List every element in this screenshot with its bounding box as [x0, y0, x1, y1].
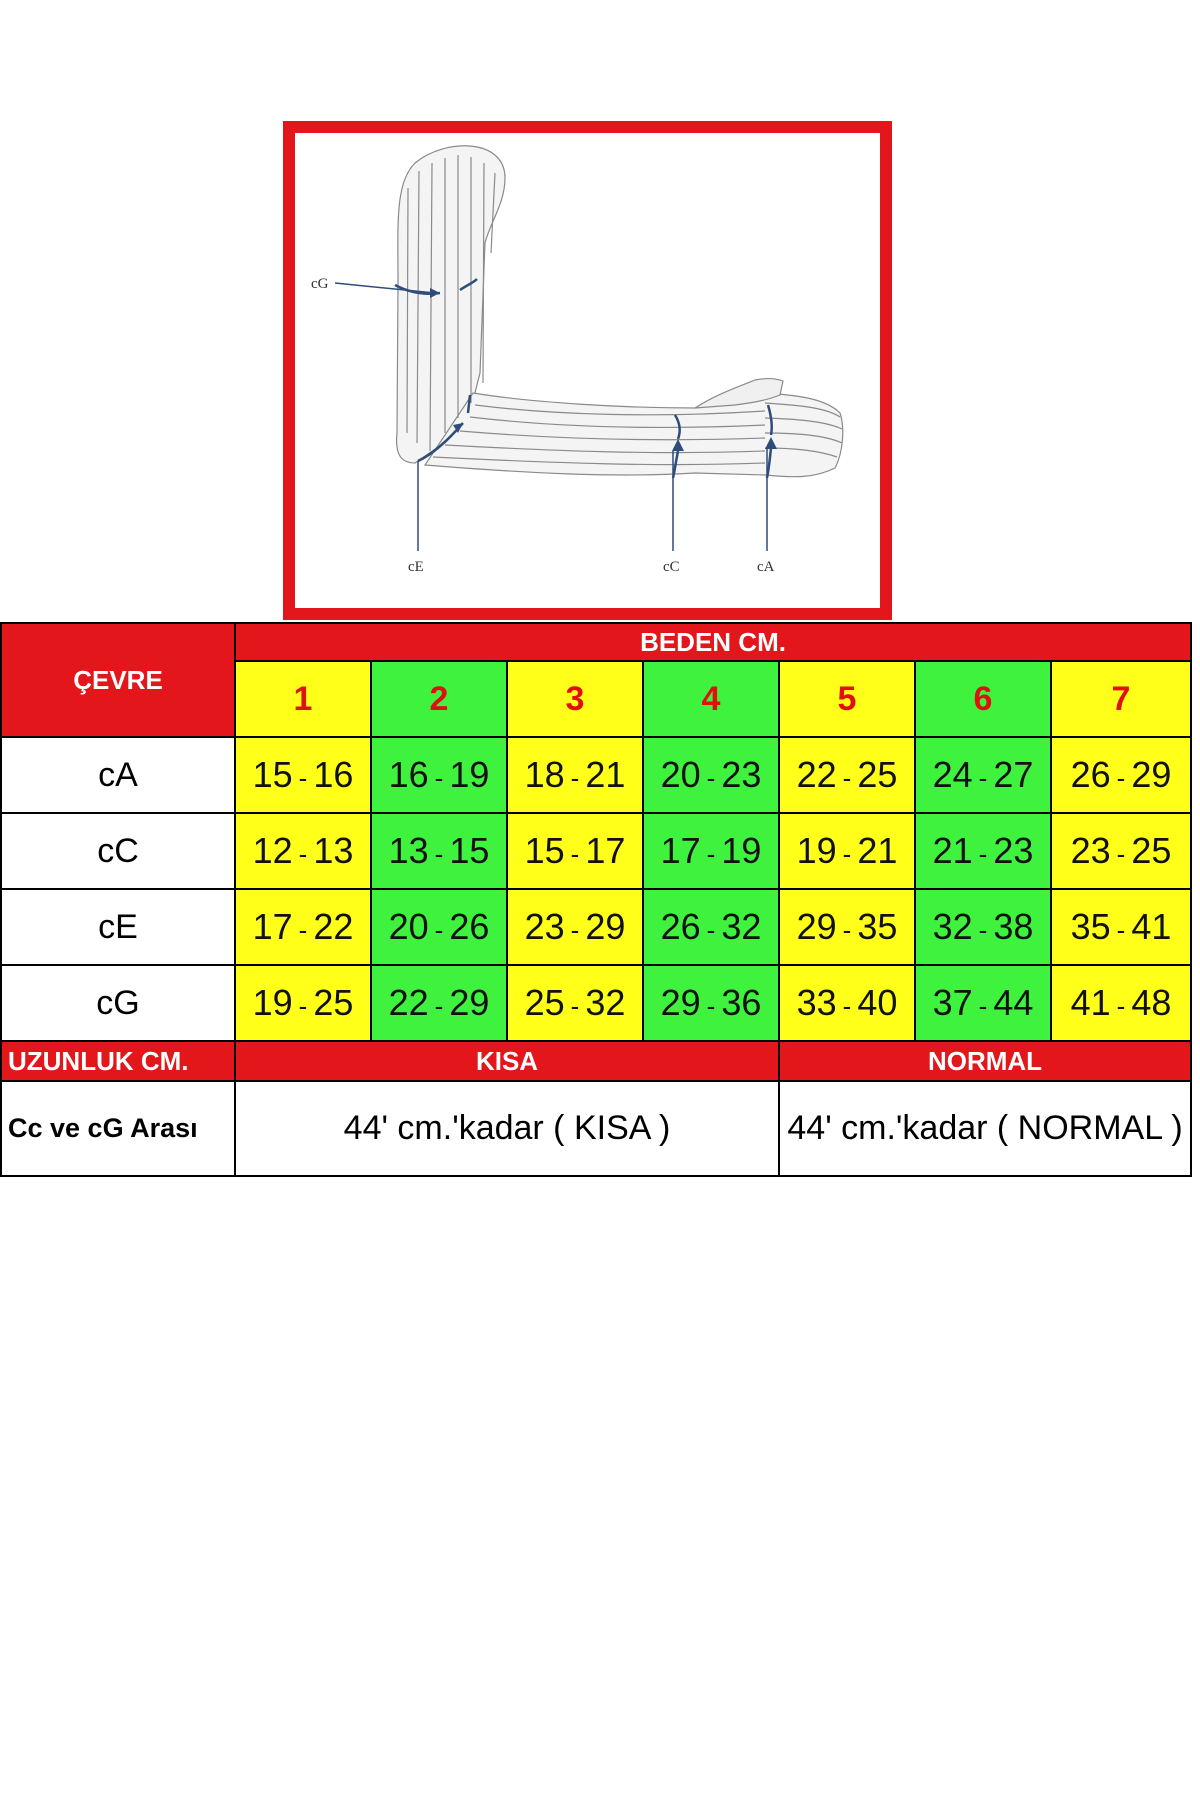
row-label: cA — [1, 737, 235, 813]
size-chart-table — [0, 622, 1192, 1177]
range-cell: 32 - 38 — [915, 889, 1051, 965]
label-cE: cE — [408, 559, 424, 575]
table-row — [1, 889, 1191, 965]
size-1: 1 — [235, 661, 371, 737]
length-row-label: Cc ve cG Arası — [1, 1081, 235, 1176]
row-label: cG — [1, 965, 235, 1041]
size-header: BEDEN CM. — [235, 623, 1191, 661]
label-cC: cC — [663, 559, 680, 575]
label-cA: cA — [757, 559, 775, 575]
range-cell: 15 - 16 — [235, 737, 371, 813]
range-cell: 19 - 21 — [779, 813, 915, 889]
range-cell: 33 - 40 — [779, 965, 915, 1041]
size-7: 7 — [1051, 661, 1191, 737]
range-cell: 25 - 32 — [507, 965, 643, 1041]
table-row — [1, 737, 1191, 813]
range-cell: 12 - 13 — [235, 813, 371, 889]
range-cell: 22 - 25 — [779, 737, 915, 813]
range-cell: 18 - 21 — [507, 737, 643, 813]
range-cell: 29 - 35 — [779, 889, 915, 965]
arm-diagram — [295, 133, 880, 608]
size-6: 6 — [915, 661, 1051, 737]
label-cG: cG — [311, 276, 329, 292]
range-cell: 26 - 29 — [1051, 737, 1191, 813]
short-length-value: 44' cm.'kadar ( KISA ) — [235, 1081, 779, 1176]
range-cell: 23 - 29 — [507, 889, 643, 965]
range-cell: 17 - 22 — [235, 889, 371, 965]
range-cell: 37 - 44 — [915, 965, 1051, 1041]
row-label: cC — [1, 813, 235, 889]
range-cell: 21 - 23 — [915, 813, 1051, 889]
circumference-header: ÇEVRE — [1, 623, 235, 737]
table-row — [1, 965, 1191, 1041]
arm-illustration-frame — [283, 121, 892, 620]
range-cell: 35 - 41 — [1051, 889, 1191, 965]
size-2: 2 — [371, 661, 507, 737]
range-cell: 13 - 15 — [371, 813, 507, 889]
range-cell: 16 - 19 — [371, 737, 507, 813]
range-cell: 23 - 25 — [1051, 813, 1191, 889]
range-cell: 41 - 48 — [1051, 965, 1191, 1041]
range-cell: 24 - 27 — [915, 737, 1051, 813]
length-value-row — [1, 1081, 1191, 1176]
size-5: 5 — [779, 661, 915, 737]
size-3: 3 — [507, 661, 643, 737]
normal-length-value: 44' cm.'kadar ( NORMAL ) — [779, 1081, 1191, 1176]
range-cell: 20 - 26 — [371, 889, 507, 965]
short-header: KISA — [235, 1041, 779, 1081]
table-row — [1, 813, 1191, 889]
normal-header: NORMAL — [779, 1041, 1191, 1081]
range-cell: 17 - 19 — [643, 813, 779, 889]
range-cell: 22 - 29 — [371, 965, 507, 1041]
range-cell: 19 - 25 — [235, 965, 371, 1041]
range-cell: 20 - 23 — [643, 737, 779, 813]
arm-sleeve-drawing — [397, 146, 843, 477]
length-header: UZUNLUK CM. — [1, 1041, 235, 1081]
range-cell: 26 - 32 — [643, 889, 779, 965]
range-cell: 29 - 36 — [643, 965, 779, 1041]
row-label: cE — [1, 889, 235, 965]
length-header-row — [1, 1041, 1191, 1081]
size-4: 4 — [643, 661, 779, 737]
range-cell: 15 - 17 — [507, 813, 643, 889]
